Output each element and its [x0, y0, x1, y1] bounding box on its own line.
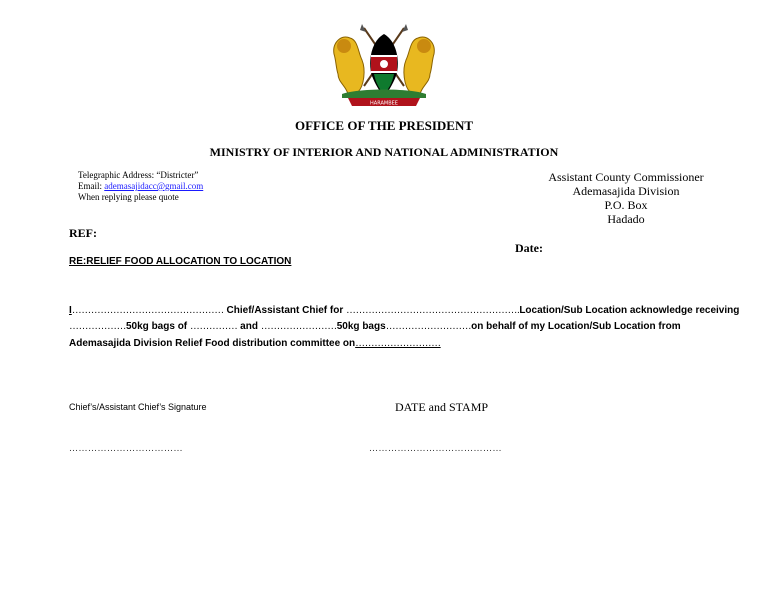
date-label: Date:: [515, 241, 543, 255]
address-line-2: Ademasajida Division: [572, 184, 680, 198]
body-l2-text-b: and: [237, 321, 261, 332]
body-l2-text-c: 50kg bags: [336, 321, 386, 332]
date-stamp-label: DATE and STAMP: [395, 400, 489, 414]
fill-in-commodity-2-dots[interactable]: ………………………: [385, 321, 472, 332]
coat-of-arms-logo: [328, 24, 440, 110]
svg-text:HARAMBEE: HARAMBEE: [370, 100, 398, 107]
email-label: Email:: [78, 181, 105, 191]
fill-in-bags-count-2-dots[interactable]: ……………………: [260, 321, 337, 332]
fill-in-date-dots[interactable]: ………………………: [355, 338, 441, 349]
ministry-title: [0, 145, 768, 160]
body-l2-text-d: on behalf of my Location/Sub Location from: [471, 321, 681, 332]
email-link[interactable]: ademasajidacc@gmail.com: [104, 181, 204, 191]
date-stamp-field[interactable]: ……………………………………: [369, 443, 502, 453]
body-line-3: [69, 338, 441, 349]
signature-field[interactable]: ………………………………: [69, 443, 183, 453]
body-l1-text-a: Chief/Assistant Chief for: [223, 305, 347, 316]
body-line-1: [69, 305, 739, 316]
sender-contact-block: [78, 170, 203, 203]
body-l3-text: Ademasajida Division Relief Food distribution committee on: [69, 338, 356, 349]
signature-label: Chief’s/Assistant Chief’s Signature: [69, 402, 207, 412]
address-line-4: Hadado: [607, 212, 645, 226]
ministry-title-text: MINISTRY OF INTERIOR AND NATIONAL ADMINISTRATION: [209, 145, 559, 159]
subject-line: RE:RELIEF FOOD ALLOCATION TO LOCATION: [69, 256, 292, 267]
address-line-3: P.O. Box: [604, 198, 648, 212]
ref-label: REF:: [69, 226, 97, 240]
body-l2-text-a: 50kg bags of: [126, 321, 190, 332]
fill-in-commodity-dots[interactable]: ……………: [189, 321, 238, 332]
fill-in-name-dots[interactable]: …………………………………………: [71, 305, 224, 316]
office-title: OFFICE OF THE PRESIDENT: [294, 118, 474, 133]
fill-in-location-dots[interactable]: ……………………………………………….: [346, 305, 520, 316]
fill-in-bags-count-dots[interactable]: ………………: [69, 321, 126, 332]
address-line-1: Assistant County Commissioner: [548, 170, 704, 184]
reply-note: When replying please quote: [78, 192, 179, 202]
body-line-2: [69, 321, 681, 332]
office-address-block: [510, 170, 742, 226]
telegraphic-address: Telegraphic Address: “Districter”: [78, 170, 199, 180]
body-l1-start: I: [69, 305, 72, 316]
body-l1-text-b: Location/Sub Location acknowledge receiving: [519, 305, 740, 316]
email-line: [78, 181, 203, 192]
